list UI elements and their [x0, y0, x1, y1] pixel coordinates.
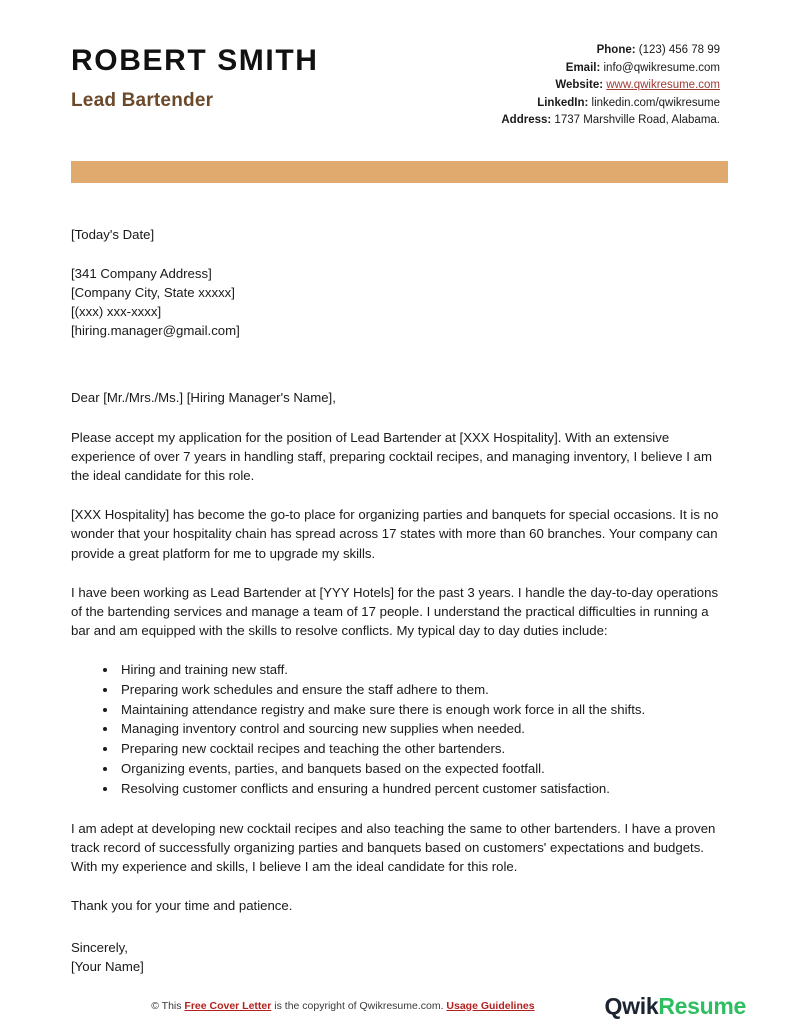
logo-text-resume: Resume: [658, 993, 746, 1019]
applicant-name: ROBERT SMITH: [71, 44, 319, 77]
contact-label-phone: Phone:: [596, 44, 636, 56]
contact-value-address: 1737 Marshville Road, Alabama.: [554, 114, 720, 126]
free-cover-letter-link[interactable]: Free Cover Letter: [184, 999, 272, 1012]
footer-text-middle: is the copyright of Qwikresume.com.: [271, 999, 447, 1012]
contact-row-linkedin: [501, 95, 720, 113]
contact-value-email: info@qwikresume.com: [603, 61, 720, 74]
contact-label-linkedin: LinkedIn:: [537, 96, 589, 109]
contact-row-email: [501, 60, 720, 78]
list-item: Maintaining attendance registry and make sure there is enough work force in all the shifts.: [103, 700, 728, 719]
letter-header: [0, 0, 800, 130]
contact-label-email: Email:: [565, 61, 601, 74]
date-placeholder: [Today's Date]: [71, 226, 155, 242]
contact-row-phone: [501, 42, 720, 60]
contact-value-website-link[interactable]: www.qwikresume.com: [606, 79, 720, 91]
accent-bar-container: [0, 161, 800, 183]
identity-block: [71, 38, 319, 112]
list-item: Resolving customer conflicts and ensuring a hundred percent customer satisfaction.: [103, 779, 728, 798]
body-paragraph-2: [XXX Hospitality] has become the go-to place for organizing parties and banquets for special occasions. It is no wonder that your hospitality chain has spread across 17 states with more than 60 branches. Your company can provide a great platform for me to upgrade my skills.: [71, 507, 719, 561]
contact-label-address: Address:: [501, 114, 552, 126]
body-paragraph-1: Please accept my application for the position of Lead Bartender at [XXX Hospitality]. With an extensive experience of over 7 years in handling staff, preparing cocktail recipes, and managing inventory, I believe I am the ideal candidate for this role.: [71, 429, 712, 483]
letter-body: [0, 226, 800, 976]
header-accent-bar: [71, 161, 728, 183]
recipient-line: [(xxx) xxx-xxxx]: [71, 304, 162, 319]
qwikresume-logo[interactable]: [605, 995, 746, 1018]
list-item: Managing inventory control and sourcing new supplies when needed.: [103, 719, 728, 738]
signature-block: [71, 938, 728, 976]
thank-you-line: Thank you for your time and patience.: [71, 898, 293, 914]
contact-row-website: [501, 77, 720, 95]
list-item: Preparing new cocktail recipes and teaching the other bartenders.: [103, 739, 728, 758]
body-paragraph-4: I am adept at developing new cocktail recipes and also teaching the same to other bartenders. I have a proven track record of successfully organizing parties and banquets based on customers' expectations and budgets. With my experience and skills, I believe I am the ideal candidate for this role.: [71, 820, 716, 875]
contact-value-linkedin: linkedin.com/qwikresume: [591, 96, 720, 109]
contact-value-phone: (123) 456 78 99: [638, 44, 720, 56]
recipient-line: [Company City, State xxxxx]: [71, 285, 235, 300]
footer-text-prefix: © This: [151, 999, 185, 1012]
contact-row-address: [501, 112, 720, 130]
list-item: Hiring and training new staff.: [103, 660, 728, 679]
recipient-address-block: [71, 264, 728, 340]
list-item: Preparing work schedules and ensure the staff adhere to them.: [103, 680, 728, 699]
applicant-job-title: Lead Bartender: [71, 90, 214, 111]
salutation: Dear [Mr./Mrs./Ms.] [Hiring Manager's Name],: [71, 390, 336, 405]
list-item: Organizing events, parties, and banquets based on the expected footfall.: [103, 759, 728, 778]
footer-copyright-note: [151, 1000, 534, 1014]
usage-guidelines-link[interactable]: Usage Guidelines: [446, 999, 535, 1012]
page-footer: [0, 995, 800, 1018]
duties-list: [71, 660, 728, 797]
body-paragraph-3: I have been working as Lead Bartender at [YYY Hotels] for the past 3 years. I handle the day-to-day operations of the bartending services and manage a team of 17 people. I understand the practical difficulties in running a bar and am equipped with the skills to resolve conflicts. My typical day to day duties include:: [71, 584, 719, 639]
contact-details: [501, 38, 720, 130]
recipient-line: [341 Company Address]: [71, 266, 212, 281]
sign-off-line: Sincerely,: [71, 939, 128, 955]
recipient-line: [hiring.manager@gmail.com]: [71, 323, 240, 338]
contact-label-website: Website:: [555, 79, 604, 91]
logo-text-qwik: Qwik: [604, 993, 659, 1019]
signature-name-placeholder: [Your Name]: [71, 958, 144, 974]
